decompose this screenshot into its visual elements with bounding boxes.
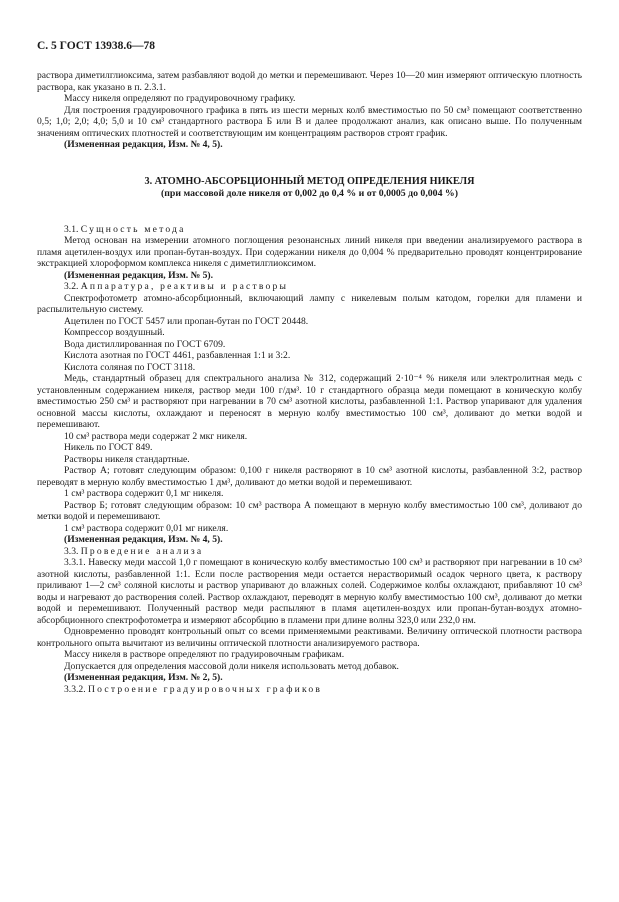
paragraph: Вода дистиллированная по ГОСТ 6709. [64, 338, 226, 350]
subsection-title: Проведение анализа [80, 545, 204, 557]
subsection-number: 3.1. [64, 223, 79, 235]
subsection-title: Аппаратура, реактивы и растворы [80, 281, 289, 292]
paragraph: Растворы никеля стандартные. [64, 453, 190, 465]
subsection-heading [37, 224, 582, 236]
subsection-number: 3.2. [64, 281, 79, 292]
revision-note: (Измененная редакция, Изм. № 4, 5). [64, 534, 223, 545]
page-header: С. 5 ГОСТ 13938.6—78 [37, 40, 156, 52]
subsection-title: Сущность метода [80, 223, 186, 235]
section-title: 3. АТОМНО-АБСОРБЦИОННЫЙ МЕТОД ОПРЕДЕЛЕНИЯ НИКЕЛЯ [144, 175, 475, 187]
paragraph: раствора диметилглиоксима, затем разбавляют водой до метки и перемешивают. Через 10—20 мин измеряют оптическую плотность раствора, как указано в п. 2.3.1. [37, 70, 582, 93]
subsection-heading [37, 684, 582, 696]
paragraph: Компрессор воздушный. [64, 327, 165, 338]
document-body [37, 70, 582, 695]
paragraph: 1 см³ раствора содержит 0,1 мг никеля. [64, 488, 224, 499]
subsection-number: 3.3.2. [64, 683, 86, 695]
paragraph: Для построения градуировочного графика в пять из шести мерных колб вместимостью по 50 см³ помещают соответственно 0,5; 1,0; 2,0; 4,0; 5,0 и 10 см³ стандартного раствора Б или В и далее продолжают анализ, как описано выше. По полученным значениям оптических плотностей и соответствующим им концентрациям растворов строят график. [37, 104, 582, 139]
paragraph: 3.3.1. Навеску меди массой 1,0 г помещают в коническую колбу вместимостью 100 см³ и растворяют при нагревании в 10 см³ азотной кислоты, разбавленной 1:1. Если после растворения меди остается нерастворимый осадок черного цвета, к раствору приливают 1—2 см³ соляной кислоты и раствор упаривают до влажных солей. Содержимое колбы охлаждают, прибавляют 10 см³ воды и нагревают до растворения солей. Раствор охлаждают, переводят в мерную колбу вместимостью 100 см³, доливают до метки водой и перемешивают. Полученный раствор меди распыляют в пламя ацетилен-воздух или пропан-бутан-воздух атомно-абсорбционного спектрофотометра и измеряют абсорбцию в пламени при длине волны 323,0 или 232,0 нм. [37, 557, 582, 626]
revision-note: (Измененная редакция, Изм. № 2, 5). [64, 672, 223, 683]
paragraph: 10 см³ раствора меди содержат 2 мкг никеля. [64, 430, 248, 442]
paragraph: Массу никеля определяют по градуировочному графику. [64, 93, 296, 104]
paragraph: Ацетилен по ГОСТ 5457 или пропан-бутан по ГОСТ 20448. [64, 315, 309, 327]
revision-note: (Измененная редакция, Изм. № 4, 5). [64, 139, 223, 150]
paragraph: Никель по ГОСТ 849. [64, 442, 153, 453]
section-subtitle: (при массовой доле никеля от 0,002 до 0,4 % и от 0,0005 до 0,004 %) [161, 187, 458, 199]
paragraph: Кислота азотная по ГОСТ 4461, разбавленная 1:1 и 3:2. [64, 350, 291, 361]
paragraph: Медь, стандартный образец для спектрального анализа № 312, содержащий 2·10⁻⁴ % никеля или электролитная медь с установленным содержанием никеля, раствор меди 100 г/дм³. 10 г стандартного образца меди помещают в коническую колбу вместимостью 250 см³ и растворяют при нагревании в 70 см³ азотной кислоты, разбавленной 1:1. Раствор упаривают для удаления основной массы кислоты, охлаждают и переносят в мерную колбу вместимостью 100 см³, доливают до метки водой и перемешивают. [37, 373, 582, 430]
subsection-heading [37, 546, 582, 558]
paragraph: 1 см³ раствора содержит 0,01 мг никеля. [64, 522, 229, 534]
paragraph: Массу никеля в растворе определяют по градуировочным графикам. [64, 649, 345, 660]
subsection-number: 3.3. [64, 545, 79, 557]
subsection-heading [37, 281, 582, 293]
paragraph: Спектрофотометр атомно-абсорбционный, включающий лампу с никелевым полым катодом, горелки для пламени и распылительную систему. [37, 292, 582, 315]
paragraph: Кислота соляная по ГОСТ 3118. [64, 361, 196, 373]
subsection-title: Построение градуировочных графиков [88, 683, 323, 695]
paragraph: Одновременно проводят контрольный опыт со всеми применяемыми реактивами. Величину оптической плотности раствора контрольного опыта вычитают из величины оптической плотности анализируемого раствора. [37, 626, 582, 649]
paragraph: Раствор А; готовят следующим образом: 0,100 г никеля растворяют в 10 см³ азотной кислоты, разбавленной 3:2, раствор переводят в мерную колбу вместимостью 1 дм³, доливают до метки водой и перемешивают. [37, 465, 582, 488]
paragraph: Раствор Б; готовят следующим образом: 10 см³ раствора А помещают в мерную колбу вместимостью 100 см³, доливают до метки водой и перемешивают. [37, 499, 582, 522]
paragraph: Допускается для определения массовой доли никеля использовать метод добавок. [64, 660, 399, 672]
paragraph: Метод основан на измерении атомного поглощения резонансных линий никеля при введении анализируемого раствора в пламя ацетилен-воздух или пропан-бутан-воздух. При содержании никеля до 0,004 % предварительно проводят концентрирование экстракцией хлороформом комплекса никеля с диметилглиоксимом. [37, 235, 582, 269]
revision-note: (Измененная редакция, Изм. № 5). [64, 269, 214, 281]
